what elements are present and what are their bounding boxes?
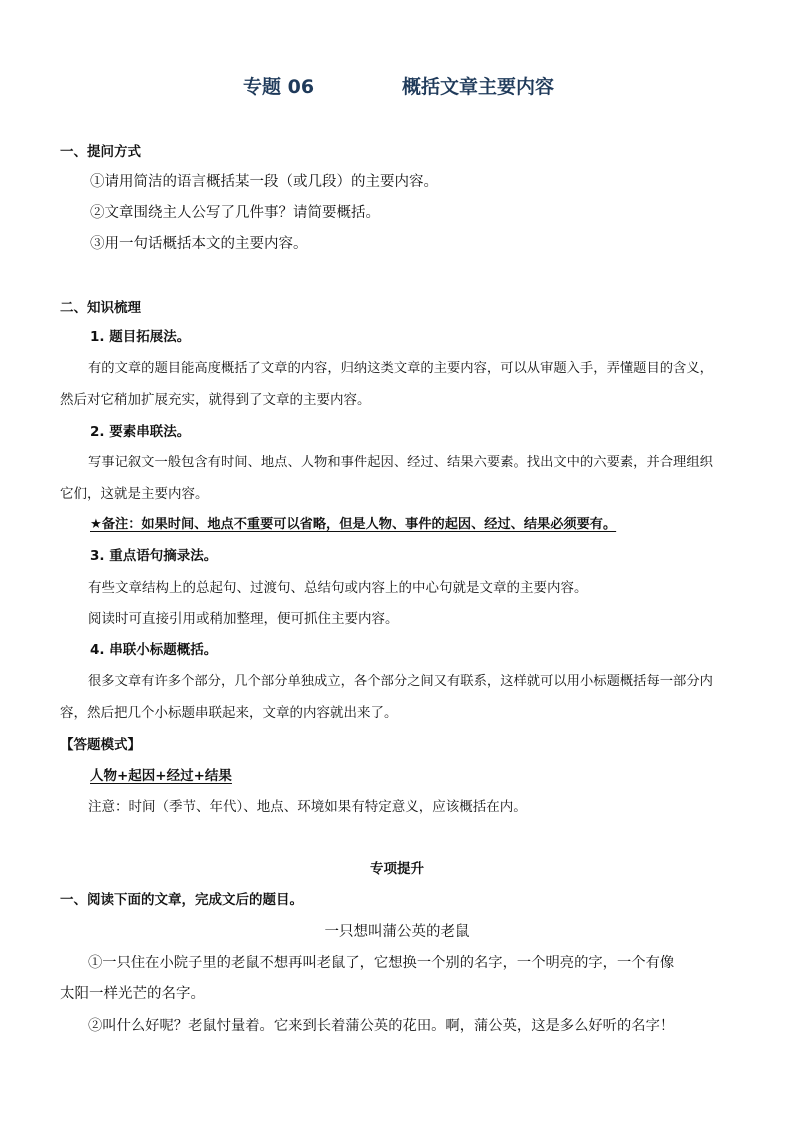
story-paragraph-1-line-2: 太阳一样光芒的名字。 — [60, 986, 205, 1002]
section2-heading: 二、知识梳理 — [60, 300, 141, 316]
topic-title: 概括文章主要内容 — [402, 76, 555, 98]
answer-mode-heading: 【答题模式】 — [60, 737, 141, 753]
answer-mode-note: 注意：时间（季节、年代）、地点、环境如果有特定意义，应该概括在内。 — [88, 799, 527, 815]
method-2-note: ★备注：如果时间、地点不重要可以省略，但是人物、事件的起因、经过、结果必须要有。 — [90, 517, 617, 532]
story-paragraph-1-line-1: ①一只住在小院子里的老鼠不想再叫老鼠了，它想换一个别的名字，一个明亮的字，一个有像 — [88, 955, 675, 971]
practice-question-heading: 一、阅读下面的文章，完成文后的题目。 — [60, 892, 303, 908]
topic-number: 专题 06 — [243, 76, 315, 98]
method-4-paragraph-line-2: 容，然后把几个小标题串联起来，文章的内容就出来了。 — [60, 705, 398, 721]
method-1-paragraph-line-1: 有的文章的题目能高度概括了文章的内容，归纳这类文章的主要内容，可以从审题入手，弄懂题目的含义， — [88, 361, 713, 376]
question-item-1: ①请用简洁的语言概括某一段（或几段）的主要内容。 — [90, 174, 438, 190]
method-3-title: 3. 重点语句摘录法。 — [90, 548, 218, 564]
section1-heading: 一、提问方式 — [60, 144, 141, 160]
story-paragraph-2: ②叫什么好呢？老鼠忖量着。它来到长着蒲公英的花田。啊，蒲公英，这是多么好听的名字！ — [88, 1018, 675, 1034]
method-3-paragraph-line-1: 有些文章结构上的总起句、过渡句、总结句或内容上的中心句就是文章的主要内容。 — [88, 580, 588, 596]
question-item-2: ②文章围绕主人公写了几件事？请简要概括。 — [90, 205, 380, 221]
practice-heading: 专项提升 — [370, 861, 424, 877]
story-title: 一只想叫蒲公英的老鼠 — [324, 924, 470, 940]
method-3-paragraph-line-2: 阅读时可直接引用或稍加整理，便可抓住主要内容。 — [88, 611, 399, 627]
method-2-title: 2. 要素串联法。 — [90, 424, 191, 440]
method-1-title: 1. 题目拓展法。 — [90, 329, 191, 345]
method-1-paragraph-line-2: 然后对它稍加扩展充实，就得到了文章的主要内容。 — [60, 392, 371, 408]
answer-mode-formula: 人物+起因+经过+结果 — [90, 768, 232, 784]
method-4-title: 4. 串联小标题概括。 — [90, 642, 218, 658]
method-4-paragraph-line-1: 很多文章有许多个部分，几个部分单独成立，各个部分之间又有联系，这样就可以用小标题概括每一部分内 — [88, 674, 713, 689]
document-title — [0, 72, 794, 100]
method-2-paragraph-line-2: 它们，这就是主要内容。 — [60, 486, 209, 502]
method-2-paragraph-line-1: 写事记叙文一般包含有时间、地点、人物和事件起因、经过、结果六要素。找出文中的六要素，并合理组织 — [88, 455, 713, 470]
question-item-3: ③用一句话概括本文的主要内容。 — [90, 236, 308, 252]
